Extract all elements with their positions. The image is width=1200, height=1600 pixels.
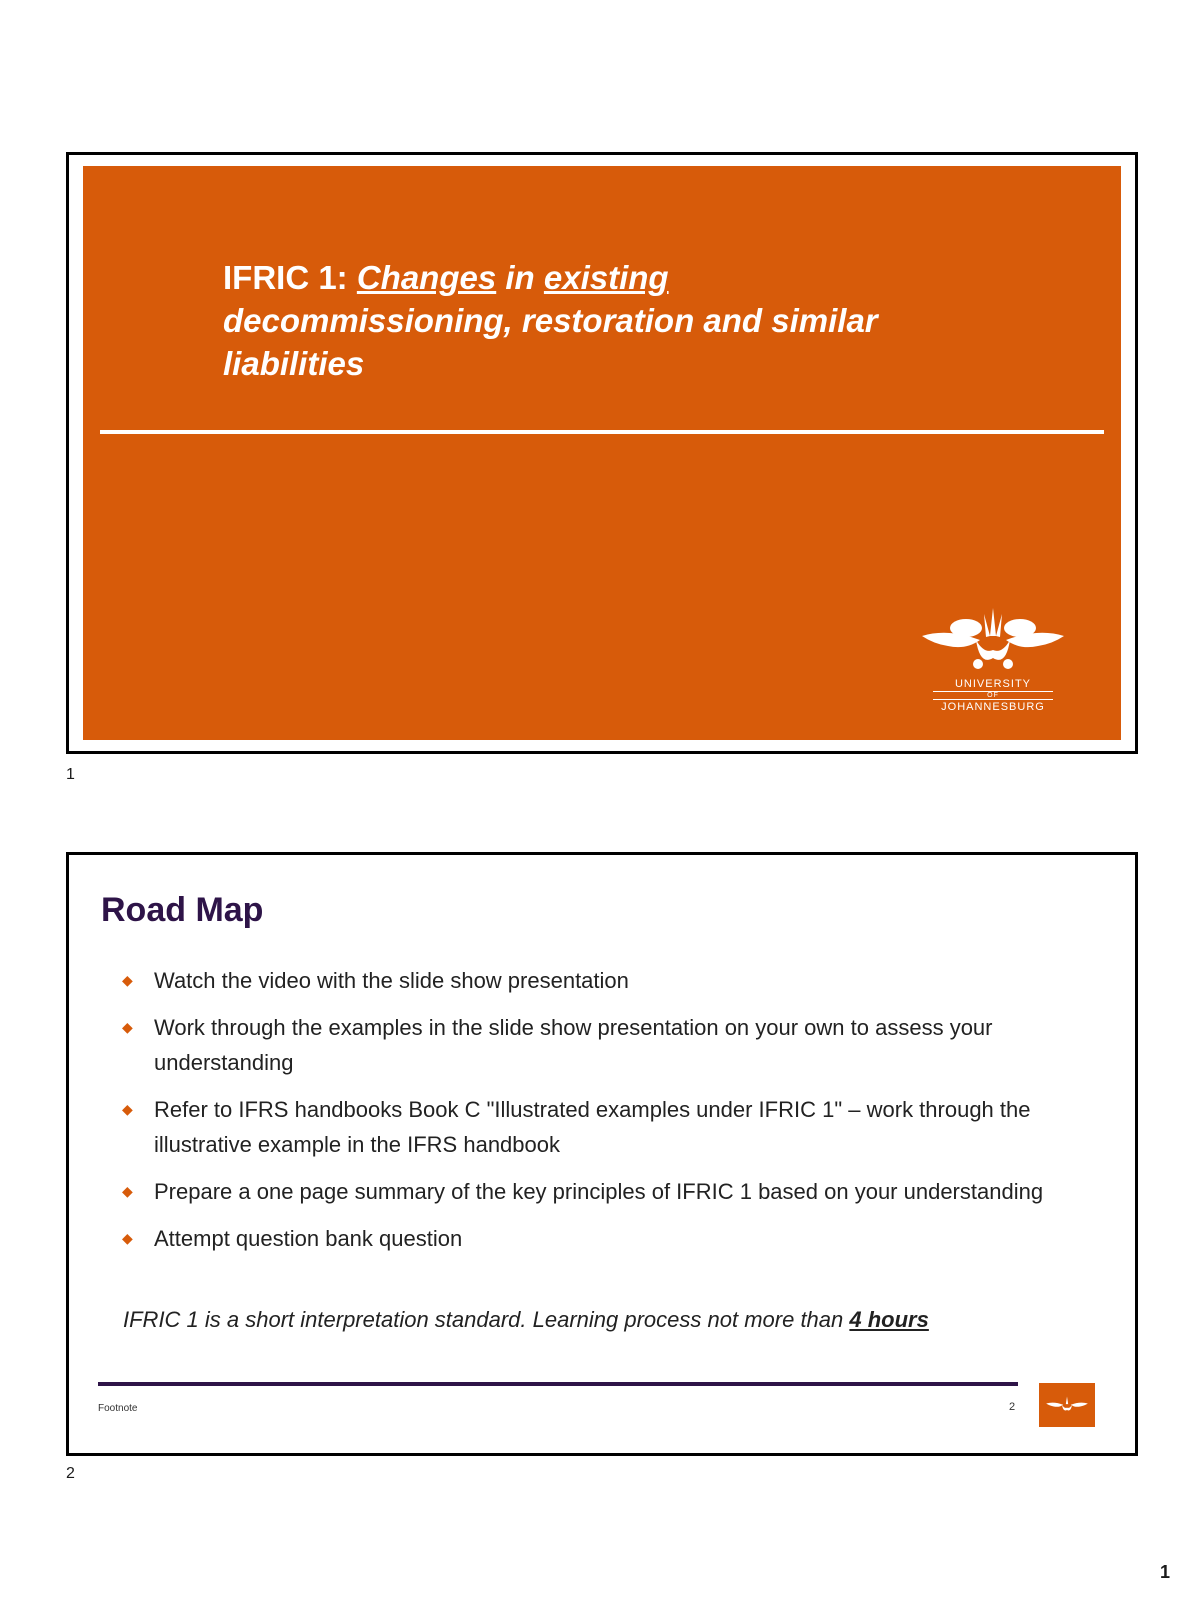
list-item: ◆ Refer to IFRS handbooks Book C "Illustrated examples under IFRIC 1" – work through the illustrative example in the IFRS handbook bbox=[121, 1092, 1081, 1162]
title-divider bbox=[100, 430, 1104, 434]
footer-text: Footnote bbox=[98, 1403, 138, 1414]
title-word-existing: existing bbox=[543, 259, 669, 296]
footer-page-number: 2 bbox=[1009, 1401, 1016, 1413]
title-line-3: liabilities bbox=[223, 345, 365, 382]
slide-1-page-number: 1 bbox=[66, 766, 75, 783]
footer-divider bbox=[98, 1382, 1018, 1386]
slide-2 bbox=[66, 852, 1138, 1456]
sheet-page-number: 1 bbox=[1159, 1562, 1170, 1582]
list-item: ◆ Work through the examples in the slide show presentation on your own to assess your understanding bbox=[121, 1010, 1081, 1080]
learning-note bbox=[123, 1307, 929, 1333]
logo-university: UNIVERSITY bbox=[954, 678, 1031, 690]
slide-1-title bbox=[223, 256, 983, 385]
list-item: ◆ Watch the video with the slide show presentation bbox=[121, 963, 1081, 998]
uj-logo bbox=[913, 606, 1073, 721]
bullet-icon: ◆ bbox=[122, 1230, 133, 1246]
uj-emblem-small-icon bbox=[1045, 1391, 1089, 1419]
note-text: IFRIC 1 is a short interpretation standard. Learning process not more than bbox=[123, 1307, 850, 1332]
uj-emblem-icon bbox=[918, 606, 1068, 676]
bullet-icon: ◆ bbox=[122, 972, 133, 988]
footer-logo bbox=[1039, 1383, 1095, 1427]
slide-1 bbox=[66, 152, 1138, 754]
bullet-icon: ◆ bbox=[122, 1183, 133, 1199]
road-map-list bbox=[121, 963, 1081, 1268]
title-line-2: decommissioning, restoration and similar bbox=[223, 302, 878, 339]
title-panel bbox=[83, 166, 1121, 740]
list-item: ◆ Attempt question bank question bbox=[121, 1221, 1081, 1256]
title-in: in bbox=[496, 259, 544, 296]
bullet-icon: ◆ bbox=[122, 1101, 133, 1117]
logo-johannesburg: JOHANNESBURG bbox=[941, 701, 1045, 713]
logo-of: OF bbox=[933, 691, 1053, 700]
note-highlight: 4 hours bbox=[849, 1307, 929, 1332]
title-prefix: IFRIC 1: bbox=[223, 259, 357, 296]
road-map-title: Road Map bbox=[101, 891, 264, 929]
slide-2-page-number: 2 bbox=[66, 1465, 75, 1482]
list-item: ◆ Prepare a one page summary of the key principles of IFRIC 1 based on your understanding bbox=[121, 1174, 1081, 1209]
title-word-changes: Changes bbox=[356, 259, 497, 296]
bullet-icon: ◆ bbox=[122, 1019, 133, 1035]
